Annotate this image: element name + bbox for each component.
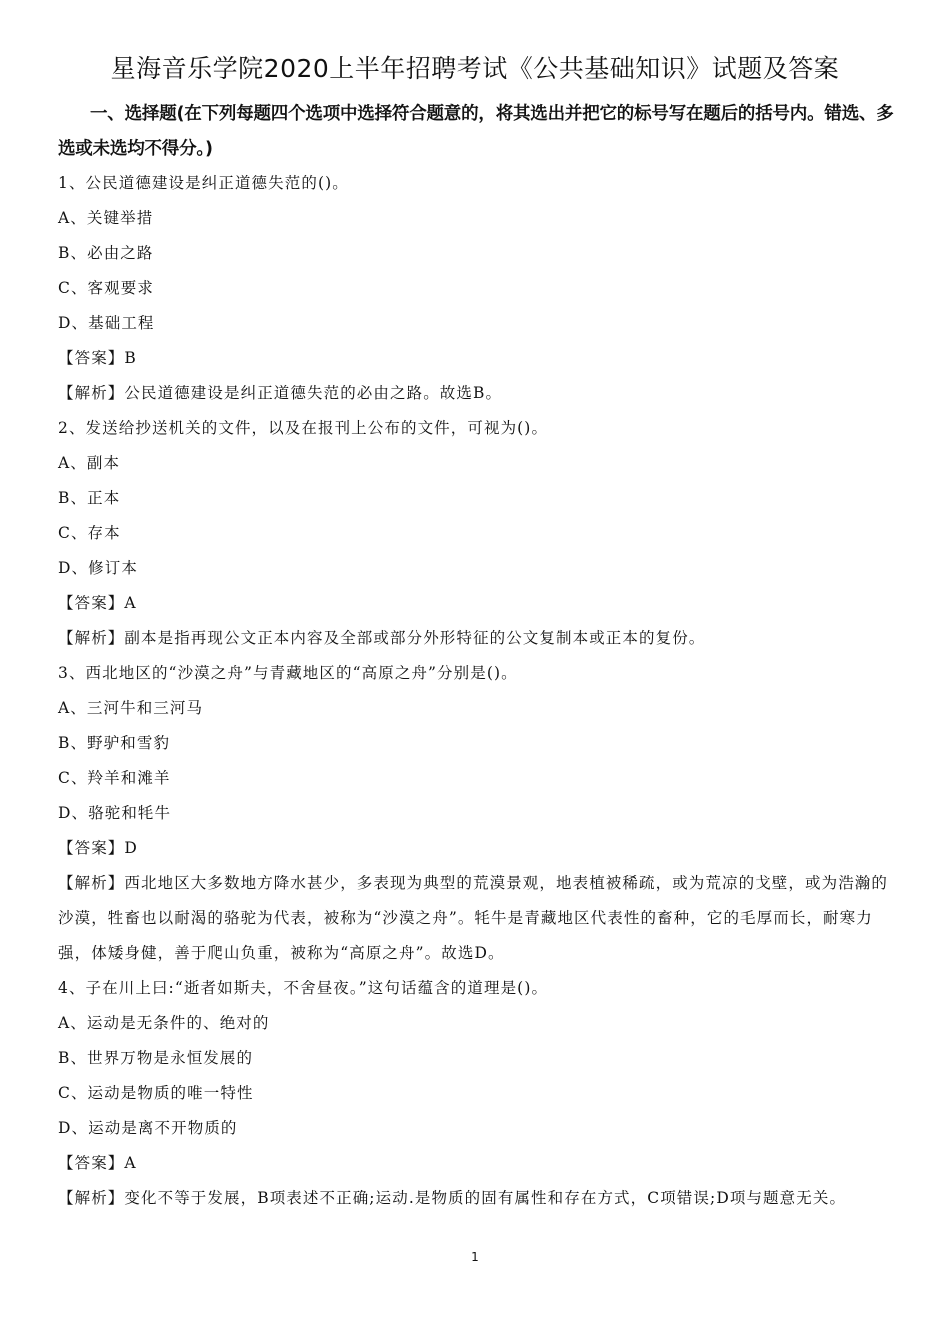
question-item: [58, 656, 898, 971]
question-item: [58, 411, 898, 656]
option-c: C、存本: [58, 524, 121, 542]
option-c: C、运动是物质的唯一特性: [58, 1084, 254, 1102]
answer: 【答案】A: [58, 1154, 137, 1172]
question-stem: 4、子在川上曰:“逝者如斯夫，不舍昼夜。”这句话蕴含的道理是()。: [58, 979, 549, 997]
analysis: 【解析】公民道德建设是纠正道德失范的必由之路。故选B。: [58, 384, 503, 402]
answer: 【答案】A: [58, 594, 137, 612]
analysis: 【解析】副本是指再现公文正本内容及全部或部分外形特征的公文复制本或正本的复份。: [58, 629, 706, 647]
document-title: 星海音乐学院2020上半年招聘考试《公共基础知识》试题及答案: [110, 54, 840, 83]
answer: 【答案】D: [58, 839, 138, 857]
page-number: 1: [471, 1250, 479, 1264]
option-b: B、正本: [58, 489, 121, 507]
question-item: [58, 971, 898, 1216]
option-a: A、副本: [58, 454, 121, 472]
option-b: B、野驴和雪豹: [58, 734, 171, 752]
option-c: C、客观要求: [58, 279, 154, 297]
option-d: D、运动是离不开物质的: [58, 1119, 238, 1137]
option-d: D、修订本: [58, 559, 138, 577]
question-list: [58, 166, 898, 1216]
question-stem: 1、公民道德建设是纠正道德失范的()。: [58, 174, 349, 192]
question-stem: 2、发送给抄送机关的文件，以及在报刊上公布的文件，可视为()。: [58, 419, 549, 437]
option-a: A、三河牛和三河马: [58, 699, 204, 717]
option-d: D、骆驼和牦牛: [58, 804, 172, 822]
option-c: C、羚羊和滩羊: [58, 769, 171, 787]
option-a: A、关键举措: [58, 209, 154, 227]
option-a: A、运动是无条件的、绝对的: [58, 1014, 270, 1032]
option-d: D、基础工程: [58, 314, 155, 332]
section-heading: 一、选择题(在下列每题四个选项中选择符合题意的，将其选出并把它的标号写在题后的括号内。错选、多选或未选均不得分。): [58, 104, 894, 159]
option-b: B、必由之路: [58, 244, 154, 262]
analysis: 【解析】西北地区大多数地方降水甚少，多表现为典型的荒漠景观，地表植被稀疏，或为荒凉的戈壁，或为浩瀚的沙漠，牲畜也以耐渴的骆驼为代表，被称为“沙漠之舟”。牦牛是青藏地区代表性的畜种，它的毛厚而长，耐寒力强，体矮身健，善于爬山负重，被称为“高原之舟”。故选D。: [58, 874, 889, 962]
option-b: B、世界万物是永恒发展的: [58, 1049, 254, 1067]
question-stem: 3、西北地区的“沙漠之舟”与青藏地区的“高原之舟”分别是()。: [58, 664, 518, 682]
answer: 【答案】B: [58, 349, 137, 367]
question-item: [58, 166, 898, 411]
analysis: 【解析】变化不等于发展，B项表述不正确;运动.是物质的固有属性和存在方式，C项错误;D项与题意无关。: [58, 1189, 847, 1207]
